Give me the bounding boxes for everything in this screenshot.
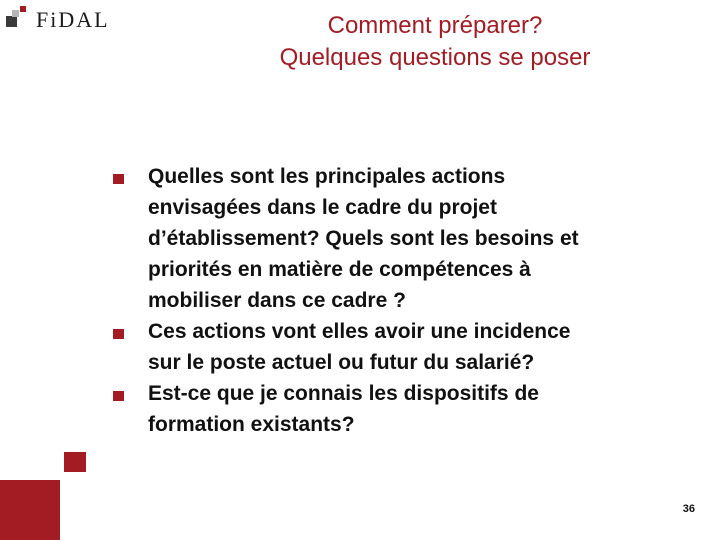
decorative-square-large bbox=[0, 480, 60, 540]
bullet-line: Quelles sont les principales actions bbox=[148, 165, 506, 188]
slide-title bbox=[200, 10, 670, 74]
square-bullet-icon bbox=[113, 329, 124, 339]
bullet-line: d’établissement? Quels sont les besoins et bbox=[148, 227, 579, 250]
bullet-item bbox=[113, 378, 703, 440]
logo-text: FiDAL bbox=[36, 7, 110, 32]
logo-mark-icon bbox=[6, 6, 30, 30]
title-line-2: Quelques questions se poser bbox=[279, 44, 591, 71]
bullet-line: mobiliser dans ce cadre ? bbox=[148, 289, 406, 312]
bullet-list bbox=[113, 161, 703, 440]
bullet-line: envisagées dans le cadre du projet bbox=[148, 196, 497, 219]
page-number: 36 bbox=[682, 503, 695, 515]
bullet-line: Est-ce que je connais les dispositifs de bbox=[148, 382, 539, 405]
decorative-square-small bbox=[64, 452, 86, 472]
bullet-line: Ces actions vont elles avoir une incidence bbox=[148, 320, 571, 343]
title-line-1: Comment préparer? bbox=[327, 12, 543, 39]
bullet-item bbox=[113, 316, 703, 378]
bullet-item bbox=[113, 161, 703, 316]
square-bullet-icon bbox=[113, 174, 124, 184]
bullet-line: formation existants? bbox=[148, 413, 355, 436]
bullet-line: sur le poste actuel ou futur du salarié? bbox=[148, 351, 535, 374]
square-bullet-icon bbox=[113, 391, 124, 401]
bullet-line: priorités en matière de compétences à bbox=[148, 258, 531, 281]
